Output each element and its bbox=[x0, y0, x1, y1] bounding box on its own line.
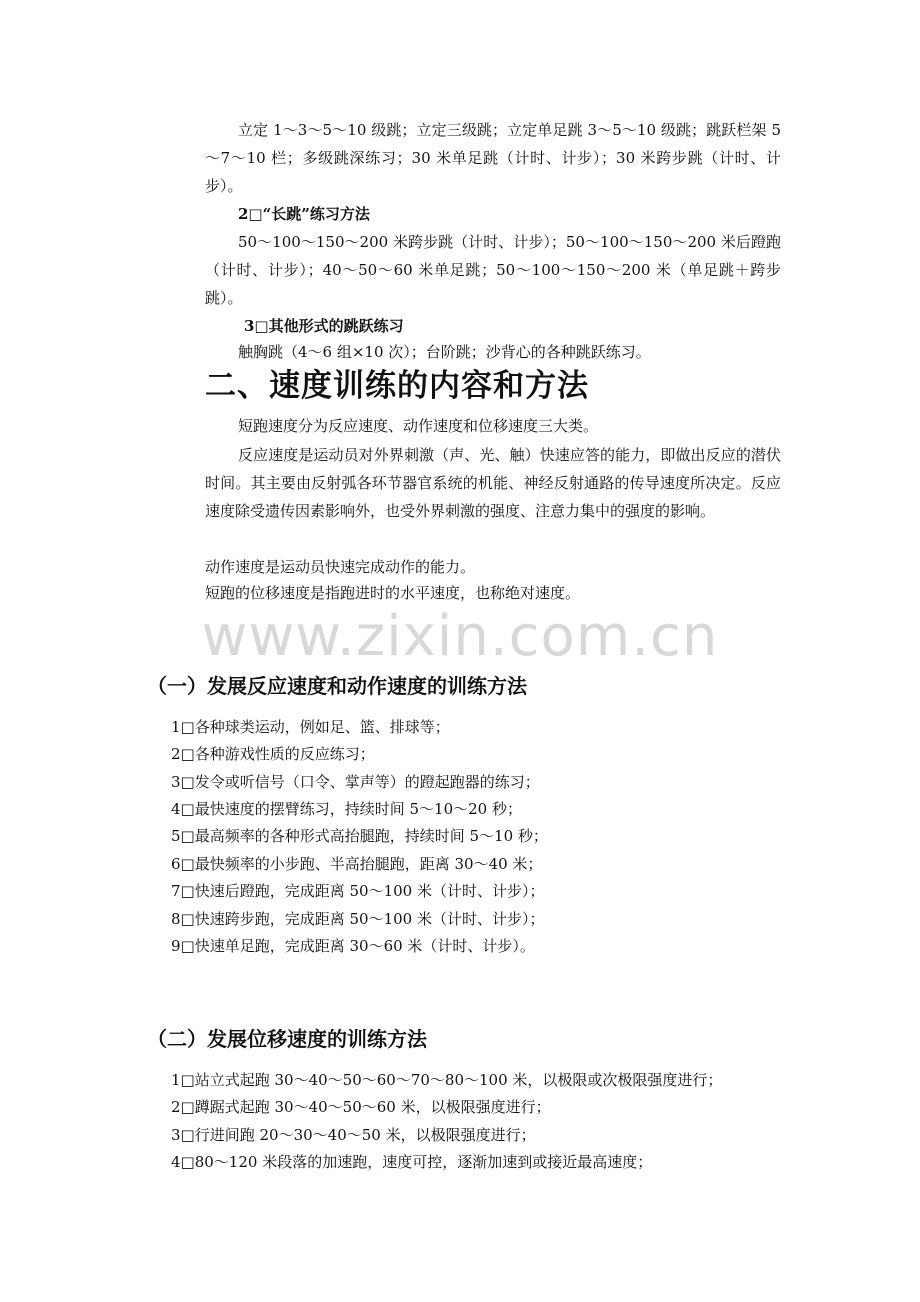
reaction-speed-paragraph: 反应速度是运动员对外界刺激（声、光、触）快速应答的能力，即做出反应的潜伏时间。其主要由反射弧各环节器官系统的机能、神经反射通路的传导速度所决定。反应速度除受遗传因素影响外，也受外界刺激的强度、注意力集中的强度的影响。 bbox=[205, 446, 781, 520]
action-speed-paragraph: 动作速度是运动员快速完成动作的能力。 bbox=[205, 558, 476, 576]
list-item: 4□最快速度的摆臂练习，持续时间 5～10～20 秒； bbox=[171, 800, 522, 818]
list-item: 7□快速后蹬跑，完成距离 50～100 米（计时、计步）； bbox=[171, 882, 545, 900]
other-jumps-paragraph: 触胸跳（4～6 组×10 次）；台阶跳；沙背心的各种跳跃练习。 bbox=[238, 343, 651, 361]
subsection-two-title: （二）发展位移速度的训练方法 bbox=[147, 1027, 427, 1051]
list-item: 3□行进间跑 20～30～40～50 米，以极限强度进行； bbox=[171, 1126, 536, 1144]
section-two-title: 二、速度训练的内容和方法 bbox=[205, 368, 589, 404]
displacement-speed-paragraph: 短跑的位移速度是指跑进时的水平速度，也称绝对速度。 bbox=[205, 584, 581, 602]
list-item: 3□发令或听信号（口令、掌声等）的蹬起跑器的练习； bbox=[171, 773, 540, 791]
watermark: www.zixin.com.cn bbox=[201, 604, 719, 669]
other-jumps-heading: 3□其他形式的跳跃练习 bbox=[244, 317, 404, 335]
subsection-one-title: （一）发展反应速度和动作速度的训练方法 bbox=[147, 674, 527, 698]
list-item: 9□快速单足跑，完成距离 30～60 米（计时、计步）。 bbox=[171, 937, 535, 955]
list-item: 1□各种球类运动，例如足、篮、排球等； bbox=[171, 718, 450, 736]
list-item: 8□快速跨步跑，完成距离 50～100 米（计时、计步）； bbox=[171, 910, 545, 928]
list-item: 1□站立式起跑 30～40～50～60～70～80～100 米，以极限或次极限强度进行； bbox=[171, 1071, 723, 1089]
long-jump-heading: 2□“长跳”练习方法 bbox=[238, 205, 370, 223]
list-item: 6□最快频率的小步跑、半高抬腿跑，距离 30～40 米； bbox=[171, 855, 543, 873]
list-item: 2□各种游戏性质的反应练习； bbox=[171, 745, 375, 763]
list-item: 2□蹲踞式起跑 30～40～50～60 米，以极限强度进行； bbox=[171, 1098, 551, 1116]
long-jump-paragraph: 50～100～150～200 米跨步跳（计时、计步）；50～100～150～200 米后蹬跑（计时、计步）；40～50～60 米单足跳；50～100～150～200 米（单足跳＋跨步跳）。 bbox=[205, 233, 781, 307]
list-item: 5□最高频率的各种形式高抬腿跑，持续时间 5～10 秒； bbox=[171, 827, 548, 845]
list-item: 4□80～120 米段落的加速跑，速度可控，逐渐加速到或接近最高速度； bbox=[171, 1153, 653, 1171]
intro-paragraph: 立定 1～3～5～10 级跳；立定三级跳；立定单足跳 3～5～10 级跳；跳跃栏架 5～7～10 栏；多级跳深练习；30 米单足跳（计时、计步）；30 米跨步跳（计时、计步）。 bbox=[205, 121, 781, 195]
speed-types-paragraph: 短跑速度分为反应速度、动作速度和位移速度三大类。 bbox=[238, 417, 599, 435]
